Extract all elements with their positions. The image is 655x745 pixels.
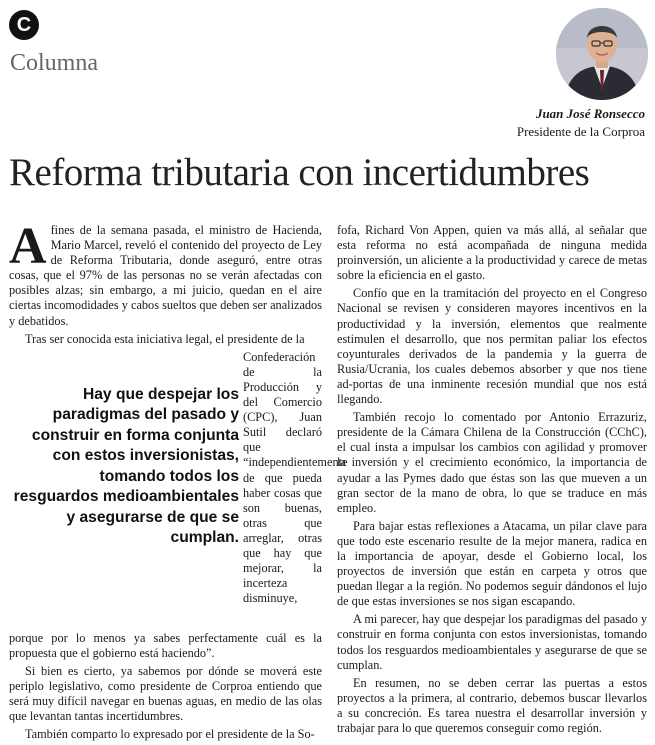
pull-quote-block [9, 349, 348, 630]
column-logo: C [9, 10, 39, 40]
paragraph-sofofa-end: fofa, Richard Von Appen, quien va más allá, al señalar que esta reforma no está acompañada de ninguna medida proinversión, un aliciente a la productividad y carece de metas sobre la eficiencia en el gasto. [337, 223, 647, 283]
drop-cap: A [9, 218, 47, 275]
author-photo [556, 8, 648, 100]
paragraph-cpc-start: Tras ser conocida esta iniciativa legal, el presidente de la [25, 331, 305, 346]
paragraph-summary: En resumen, no se deben cerrar las puertas a estos proyectos a la primera, al contrario, debemos buscar llevarlos a su concreción. Es tarea nuestra el desarrollar inversión y trabajar para lo que queremos conseguir como región. [337, 675, 647, 735]
pull-quote: Hay que despejar los paradigmas del pasado y construir en forma conjunta con estos inversionistas, tomando todos los resguardos medioambientales y asegurarse de que se cumplan. [13, 385, 239, 547]
paragraph-intro [9, 218, 322, 329]
author-name: Juan José Ronsecco [535, 106, 645, 121]
headline: Reforma tributaria con incertidumbres [9, 151, 590, 194]
paragraph-sofofa-start: También comparto lo expresado por el presidente de la So- [25, 727, 315, 742]
paragraph-cpc-side: Confederación de la Producción y del Comercio (CPC), Juan Sutil declaró que “independientemente de que pueda haber cosas que son buenas, otras que arreglar, otras que hay que mejorar, la incerteza disminuye, [243, 349, 348, 606]
paragraph-opinion: A mi parecer, hay que despejar los paradigmas del pasado y construir en forma conjunta con estos inversionistas, tomando todos los resguardos medioambientales y asegurarse de que se cumplan. [337, 612, 647, 672]
paragraph-intro-text: fines de la semana pasada, el ministro de Hacienda, Mario Marcel, reveló el contenido del proyecto de Ley de Reforma Tributaria, donde aseguró, entre otras cosas, que el 97% de las personas no se verán afectadas con posibles alzas; sin embargo, a mi juicio, quedan en el aire ciertas incomodidades y cabos sueltos que deben ser analizados y debatidos. [9, 223, 322, 328]
paragraph-legislative: Si bien es cierto, ya sabemos por dónde se moverá este periplo legislativo, como presidente de Corproa entiendo que será muy difícil navegar en buenas aguas, en medio de las olas que levantan tantas incertidumbres. [9, 663, 322, 724]
author-portrait-icon [556, 8, 648, 100]
paragraph-atacama: Para bajar estas reflexiones a Atacama, un pilar clave para que todo este escenario resulte de la mejor manera, radica en la importancia de apoyar, desde el Gobierno local, los proyectos de inversión que están en carpeta y otros que puedan llegar a la región. No podemos seguir dándonos el lujo de que estas inversiones se nos sigan escapando. [337, 518, 647, 609]
section-label: Columna [10, 50, 98, 76]
paragraph-congress: Confío que en la tramitación del proyecto en el Congreso Nacional se revisen y consideren mayores incentivos en la productividad y la inversión, elementos que realmente estimulen el desarrollo, que nos permitan paliar los efectos coyunturales derivados de la pandemia y la guerra de Rusia/Ucrania, los cuales debemos absorber y que nos tiene ad-portas de una inminente recesión mundial que nos está llegando. [337, 286, 647, 407]
column-right [337, 223, 647, 739]
column-left [9, 218, 348, 745]
author-role: Presidente de la Corproa [516, 124, 645, 139]
paragraph-cpc-end: porque por lo menos ya sabes perfectamente cuál es la propuesta que el gobierno está haciendo”. [9, 630, 322, 660]
paragraph-cchc: También recojo lo comentado por Antonio Errazuriz, presidente de la Cámara Chilena de la Construcción (CChC), el cual insta a impulsar los cambios con agilidad y promover la inversión y el crecimiento económico, la importancia de ayudar a las Pymes dado que éstas son las que mueven a un gran sector de la mano de obra, lo que se traduce en más empleo. [337, 410, 647, 515]
